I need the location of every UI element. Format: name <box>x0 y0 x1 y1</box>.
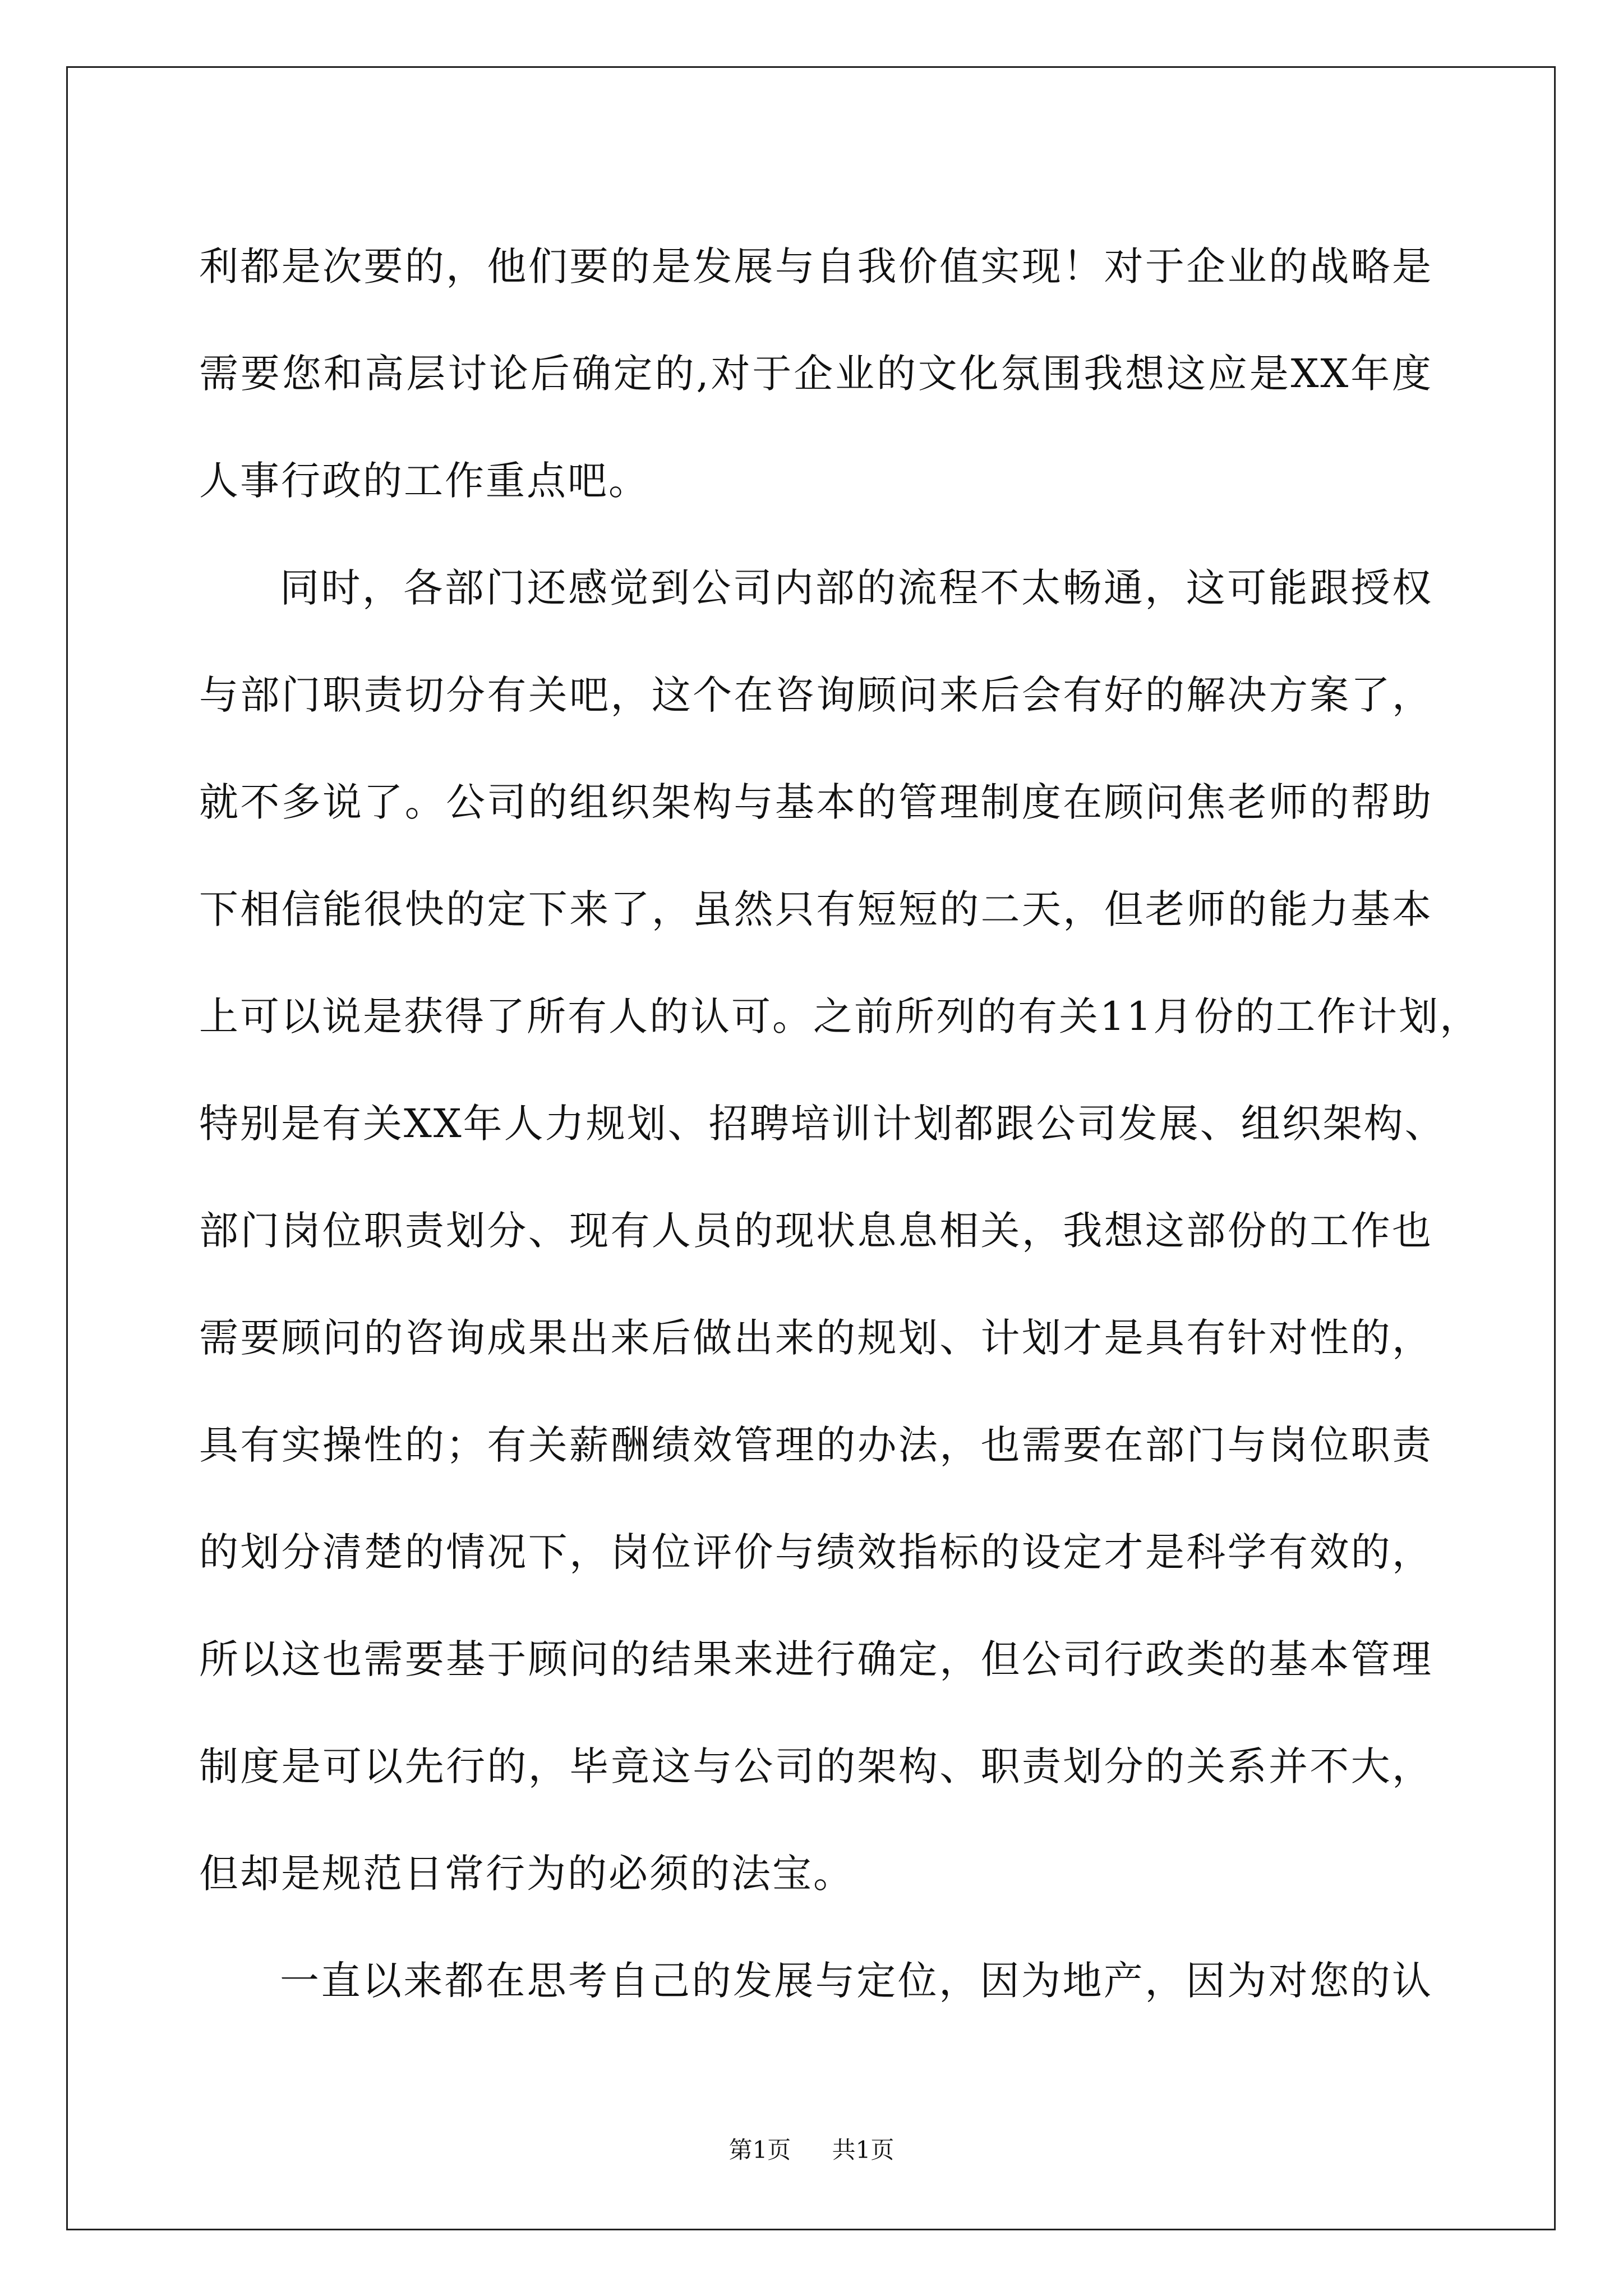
text-line: 利都是次要的，他们要的是发展与自我价值实现！对于企业的战略是 <box>199 243 1433 289</box>
text-line: 就不多说了。公司的组织架构与基本的管理制度在顾问焦老师的帮助 <box>199 779 1433 825</box>
text-line: 需要顾问的咨询成果出来后做出来的规划、计划才是具有针对性的， <box>199 1315 1433 1361</box>
page-footer <box>0 2132 1623 2165</box>
text-line: 人事行政的工作重点吧。 <box>199 458 649 504</box>
text-line: 的划分清楚的情况下，岗位评价与绩效指标的设定才是科学有效的， <box>199 1529 1433 1575</box>
paragraph-first-line: 同时，各部门还感觉到公司内部的流程不太畅通，这可能跟授权 <box>280 565 1433 611</box>
page-total: 共1页 <box>832 2136 895 2164</box>
text-line: 特别是有关XX年人力规划、招聘培训计划都跟公司发展、组织架构、 <box>199 1101 1446 1147</box>
page-number: 第1页 <box>728 2136 791 2164</box>
text-line: 需要您和高层讨论后确定的,对于企业的文化氛围我想这应是XX年度 <box>199 351 1433 397</box>
text-line: 部门岗位职责划分、现有人员的现状息息相关，我想这部份的工作也 <box>199 1208 1433 1254</box>
text-line: 制度是可以先行的，毕竟这与公司的架构、职责划分的关系并不大， <box>199 1743 1433 1789</box>
text-line: 下相信能很快的定下来了，虽然只有短短的二天，但老师的能力基本 <box>199 886 1433 932</box>
text-line: 所以这也需要基于顾问的结果来进行确定，但公司行政类的基本管理 <box>199 1636 1433 1682</box>
text-line: 具有实操性的；有关薪酬绩效管理的办法，也需要在部门与岗位职责 <box>199 1422 1433 1468</box>
text-line: 但却是规范日常行为的必须的法宝。 <box>199 1851 854 1897</box>
document-body <box>199 213 1481 2035</box>
paragraph-first-line: 一直以来都在思考自己的发展与定位，因为地产，因为对您的认 <box>280 1958 1433 2004</box>
text-line: 上可以说是获得了所有人的认可。之前所列的有关11月份的工作计划， <box>199 993 1481 1039</box>
text-line: 与部门职责切分有关吧，这个在咨询顾问来后会有好的解决方案了， <box>199 672 1433 718</box>
